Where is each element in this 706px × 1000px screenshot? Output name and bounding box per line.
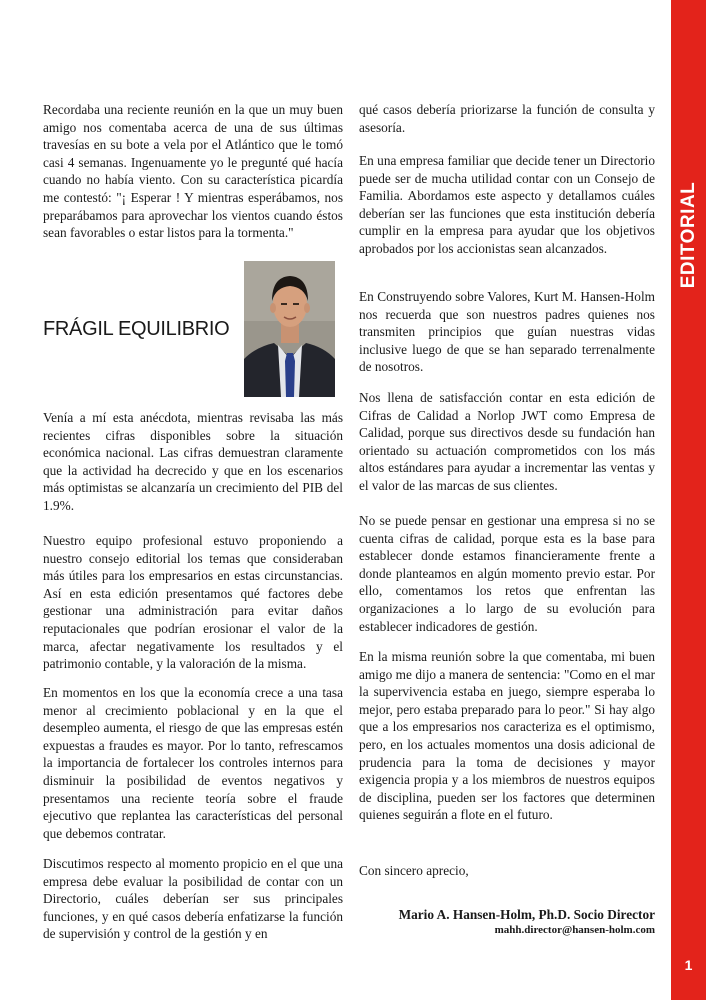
paragraph-board: Discutimos respecto al momento propicio en el que una empresa debe evaluar la posibilidad de contar con un Directorio, cuáles deberían ser sus principales funciones, y en qué casos debería enfatizarse la función de supervisión y control de la gestión y en	[43, 856, 343, 942]
paragraph-values: En Construyendo sobre Valores, Kurt M. Hansen-Holm nos recuerda que son nuestros padres quienes nos transmiten principios que guían nuestras vidas inclusive luego de que se han separado terrenalmente de nosotros.	[359, 289, 655, 375]
paragraph-indicators: No se puede pensar en gestionar una empresa si no se cuenta cifras de calidad, porque esta es la base para establecer donde estamos financieramente frente a donde planteamos en algún momento previo estar. Por ello, comentamos los retos que enfrentan las organizaciones a lo largo de su evolución para establecer indicadores de gestión.	[359, 513, 655, 634]
paragraph-fraud: En momentos en los que la economía crece a una tasa menor al crecimiento poblacional y en la que el desempleo aumenta, el riesgo de que las empresas estén expuestas a fraudes es mayor. Por lo tanto, refrescamos la importancia de fortalecer los controles internos para disminuir la posibilidad de eventos negativos y presentamos una reciente teoría sobre el fraude ejecutivo que replantea las características del personal que debemos contratar.	[43, 685, 343, 841]
closing-salutation: Con sincero aprecio,	[359, 863, 469, 878]
author-portrait-image	[244, 261, 335, 397]
paragraph-quality-company: Nos llena de satisfacción contar en esta edición de Cifras de Calidad a Norlop JWT como Empresa de Calidad, porque sus directivos desde su fundación han orientado su actuación comprometidos con los más altos estándares para ayudar a incrementar las ventas y el valor de las marcas de sus clientes.	[359, 390, 655, 493]
paragraph-economy: Venía a mí esta anécdota, mientras revisaba las más recientes cifras disponibles sobre la situación económica nacional. Las cifras demuestran claramente que la actividad ha decrecido y que en los escenarios más optimistas se alcanzaría un crecimiento del PIB del 1.9%.	[43, 410, 343, 513]
paragraph-anecdote: Recordaba una reciente reunión en la que un muy buen amigo nos comentaba acerca de una de sus últimas travesías en su bote a vela por el Atlántico que le tomó casi 4 semanas. Ingenuamente yo le pregunté qué hacía cuando no había viento. Con su característica picardía me contestó: "¡ Esperar ! Y mientras esperábamos, nos preparábamos para aprovechar los vientos cuando éstos sean favorables o estar listos para la tormenta."	[43, 102, 343, 241]
section-title-text: EDITORIAL	[677, 181, 699, 289]
paragraph-family-council: En una empresa familiar que decide tener un Directorio puede ser de mucha utilidad contar con un Consejo de Familia. Abordamos este aspecto y detallamos cuáles deberían ser las funciones que esta institución debería cumplir en la empresa para ayudar que los objetivos aprobados por los accionistas sean alcanzados.	[359, 153, 655, 256]
editorial-sidebar	[671, 0, 706, 1000]
signature-email: mahh.director@hansen-holm.com	[494, 924, 655, 936]
page-number: 1	[684, 957, 693, 973]
paragraph-board-continued: qué casos debería priorizarse la función de consulta y asesoría.	[359, 102, 655, 135]
paragraph-closing: En la misma reunión sobre la que comentaba, mi buen amigo me dijo a manera de sentencia: "Como en el mar la supervivencia estaba en juego, siempre esperaba lo mejor, pero estaba preparado para lo peor." Si hay algo que a los empresarios nos caracteriza es el optimismo, pero, en los actuales momentos una dosis adicional de prudencia para la toma de decisiones y mayor exigencia propia y a los miembros de nuestros equipos de disciplina, pueden ser los factores que determinen quienes seguirán a flote en el futuro.	[359, 649, 655, 823]
signature-name: Mario A. Hansen-Holm, Ph.D. Socio Director	[398, 907, 655, 922]
paragraph-team: Nuestro equipo profesional estuvo proponiendo a nuestro consejo editorial los temas que consideraban más útiles para los empresarios en estas circunstancias. Así en esta edición presentamos qué factores debe gestionar una administración para evitar daños reputacionales que podrían erosionar el valor de la marca, afectar negativamente los resultados y el patrimonio contable, y la valoración de la misma.	[43, 533, 343, 672]
author-photo	[244, 261, 335, 397]
article-heading: FRÁGIL EQUILIBRIO	[43, 318, 230, 340]
